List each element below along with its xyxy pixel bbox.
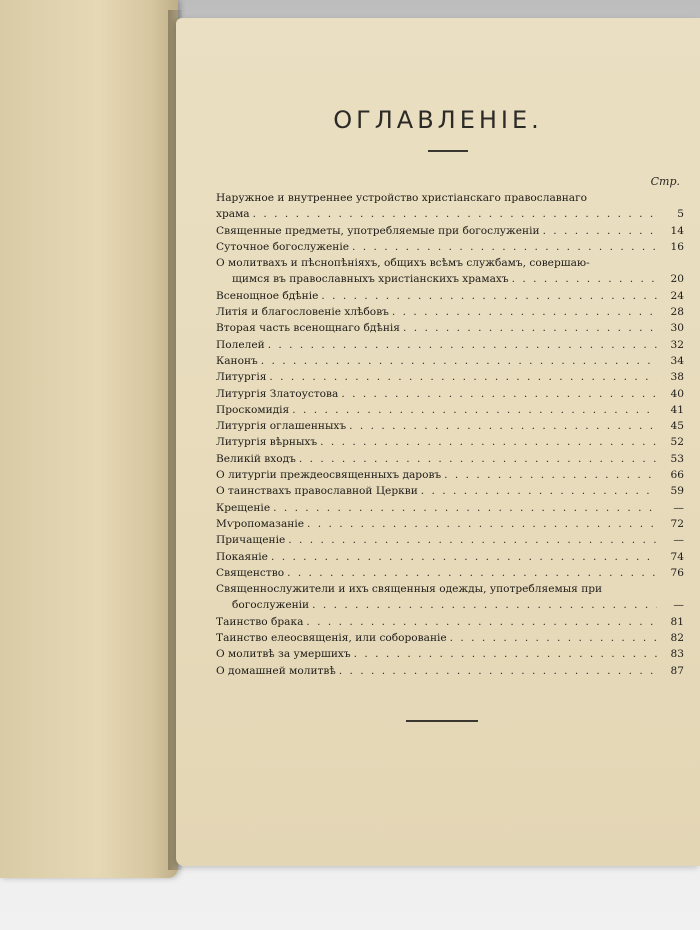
- toc-entry-row: [216, 614, 684, 630]
- table-of-contents: [216, 190, 684, 679]
- dot-leader: [269, 369, 657, 385]
- toc-entry-row: [216, 353, 684, 369]
- toc-entry-row: [216, 402, 684, 418]
- toc-entry-label: Великій входъ: [216, 452, 296, 465]
- toc-entry-row: [216, 500, 684, 516]
- toc-entry: [216, 630, 684, 646]
- dot-leader: [339, 663, 657, 679]
- dot-leader: [444, 467, 657, 483]
- toc-entry: [216, 304, 684, 320]
- toc-entry-row: [216, 663, 684, 679]
- toc-entry-row: [216, 597, 684, 613]
- toc-entry-label: О литургіи преждеосвященныхъ даровъ: [216, 469, 442, 482]
- dot-leader: [403, 320, 657, 336]
- toc-entry: [216, 500, 684, 516]
- toc-entry-row: [216, 467, 684, 483]
- toc-entry-page-number: 72: [670, 517, 684, 530]
- dot-leader: [392, 304, 657, 320]
- toc-entry-page-number: 38: [670, 371, 684, 384]
- dot-leader: [352, 239, 657, 255]
- toc-entry: [216, 288, 684, 304]
- toc-entry-page-number: 14: [670, 224, 684, 237]
- right-page: [176, 18, 700, 866]
- toc-entry-row: [216, 565, 684, 581]
- dot-leader: [512, 271, 657, 287]
- toc-entry-label: Литургія Златоустова: [216, 387, 339, 400]
- toc-entry-row: [216, 451, 684, 467]
- toc-entry: [216, 386, 684, 402]
- toc-entry-row: [216, 239, 684, 255]
- toc-entry-label: О молитвѣ за умершихъ: [216, 648, 351, 661]
- toc-entry-row: [216, 646, 684, 662]
- dot-leader: [421, 483, 657, 499]
- dot-leader: [307, 516, 657, 532]
- toc-entry-row: [216, 630, 684, 646]
- dot-leader: [273, 500, 657, 516]
- toc-entry-label: Полелей: [216, 338, 265, 351]
- toc-entry-row: [216, 532, 684, 548]
- toc-entry-label: Литія и благословеніе хлѣбовъ: [216, 306, 389, 319]
- toc-entry: [216, 663, 684, 679]
- toc-entry-label: Всенощное бдѣніе: [216, 289, 319, 302]
- toc-entry: [216, 434, 684, 450]
- toc-entry: [216, 402, 684, 418]
- toc-entry: [216, 337, 684, 353]
- toc-entry-label: О таинствахъ православной Церкви: [216, 485, 418, 498]
- toc-entry-row: [216, 516, 684, 532]
- toc-entry: [216, 581, 684, 614]
- toc-entry: [216, 320, 684, 336]
- left-page: [0, 0, 178, 878]
- closing-rule: [406, 720, 478, 722]
- dot-leader: [306, 614, 657, 630]
- toc-entry-row: [216, 483, 684, 499]
- dot-leader: [321, 288, 657, 304]
- toc-entry: [216, 483, 684, 499]
- dot-leader: [320, 434, 657, 450]
- dot-leader: [354, 646, 657, 662]
- toc-entry-page-number: 30: [670, 322, 684, 335]
- dot-leader: [271, 549, 657, 565]
- dot-leader: [292, 402, 657, 418]
- dot-leader: [450, 630, 657, 646]
- toc-entry-label: Таинство елеосвященія, или соборованіе: [216, 632, 447, 645]
- dot-leader: [341, 386, 657, 402]
- toc-entry-row: [216, 288, 684, 304]
- page-column-header: Стр.: [650, 175, 680, 188]
- toc-entry-page-number: —: [673, 534, 684, 547]
- toc-entry-row: [216, 386, 684, 402]
- toc-entry-label: Канонъ: [216, 354, 258, 367]
- toc-entry-page-number: 40: [670, 387, 684, 400]
- toc-entry-label: Литургія оглашенныхъ: [216, 420, 347, 433]
- toc-entry-page-number: 81: [670, 615, 684, 628]
- toc-entry-page-number: 83: [670, 648, 684, 661]
- dot-leader: [261, 353, 657, 369]
- toc-entry-label: Покаяніе: [216, 550, 268, 563]
- toc-entry-label: храма: [216, 208, 250, 221]
- toc-entry-first-line: Священнослужители и ихъ священныя одежды, употребляемыя при: [216, 583, 603, 596]
- toc-entry-page-number: 20: [670, 273, 684, 286]
- toc-entry: [216, 190, 684, 223]
- toc-entry-page-number: 24: [670, 289, 684, 302]
- toc-entry-label: Литургія вѣрныхъ: [216, 436, 318, 449]
- toc-entry-row: [216, 271, 684, 287]
- dot-leader: [299, 451, 657, 467]
- dot-leader: [287, 565, 657, 581]
- toc-entry: [216, 646, 684, 662]
- toc-entry: [216, 239, 684, 255]
- toc-entry: [216, 516, 684, 532]
- toc-entry: [216, 369, 684, 385]
- toc-entry-page-number: —: [673, 501, 684, 514]
- toc-entry-row: [216, 549, 684, 565]
- toc-entry-row: [216, 369, 684, 385]
- page-title: ОГЛАВЛЕНІЕ.: [333, 106, 543, 134]
- toc-entry-label: Таинство брака: [216, 615, 304, 628]
- toc-entry-label: Крещеніе: [216, 501, 271, 514]
- dot-leader: [543, 223, 657, 239]
- toc-entry-page-number: 53: [670, 452, 684, 465]
- toc-entry-label: Мѵропомазаніе: [216, 517, 304, 530]
- title-rule: [428, 150, 468, 152]
- toc-entry-page-number: 52: [670, 436, 684, 449]
- toc-entry-label: Проскомидія: [216, 403, 290, 416]
- toc-entry-page-number: 59: [670, 485, 684, 498]
- dot-leader: [253, 206, 657, 222]
- toc-entry-row: [216, 223, 684, 239]
- toc-entry: [216, 549, 684, 565]
- toc-entry-page-number: 28: [670, 306, 684, 319]
- toc-entry-label: Причащеніе: [216, 534, 286, 547]
- toc-entry-page-number: 34: [670, 354, 684, 367]
- toc-entry: [216, 565, 684, 581]
- toc-entry: [216, 418, 684, 434]
- toc-entry-page-number: 41: [670, 403, 684, 416]
- dot-leader: [349, 418, 657, 434]
- toc-entry-row: [216, 434, 684, 450]
- toc-entry-row: [216, 320, 684, 336]
- toc-entry-row: [216, 206, 684, 222]
- toc-entry-label: Священство: [216, 566, 285, 579]
- toc-entry-row: [216, 304, 684, 320]
- toc-entry-row: [216, 418, 684, 434]
- dot-leader: [288, 532, 657, 548]
- toc-entry-page-number: 66: [670, 469, 684, 482]
- toc-entry-label: О домашней молитвѣ: [216, 664, 336, 677]
- toc-entry-page-number: 16: [670, 240, 684, 253]
- toc-entry: [216, 467, 684, 483]
- toc-entry-first-line: Наружное и внутреннее устройство христіанскаго православнаго: [216, 192, 588, 204]
- toc-entry-page-number: 82: [670, 632, 684, 645]
- toc-entry-page-number: 5: [677, 208, 684, 221]
- toc-entry-page-number: 45: [670, 420, 684, 433]
- toc-entry-page-number: —: [673, 599, 684, 612]
- toc-entry-page-number: 32: [670, 338, 684, 351]
- toc-entry: [216, 353, 684, 369]
- toc-entry: [216, 614, 684, 630]
- dot-leader: [268, 337, 657, 353]
- toc-entry-first-line: О молитвахъ и пѣснопѣніяхъ, общихъ всѣмъ службамъ, совершаю-: [216, 257, 590, 270]
- toc-entry: [216, 223, 684, 239]
- toc-entry-label: Священные предметы, употребляемые при богослуженіи: [216, 224, 540, 237]
- toc-entry-label: Литургія: [216, 371, 267, 384]
- toc-entry-label: богослуженіи: [232, 599, 310, 612]
- toc-entry-page-number: 87: [670, 664, 684, 677]
- toc-entry-label: щимся въ православныхъ христіанскихъ храмахъ: [232, 273, 509, 286]
- toc-entry-page-number: 74: [670, 550, 684, 563]
- toc-entry-label: Вторая часть всенощнаго бдѣнія: [216, 322, 400, 335]
- dot-leader: [312, 597, 657, 613]
- toc-entry: [216, 451, 684, 467]
- toc-entry-page-number: 76: [670, 566, 684, 579]
- toc-entry: [216, 255, 684, 288]
- toc-entry-row: [216, 337, 684, 353]
- toc-entry-label: Суточное богослуженіе: [216, 240, 349, 253]
- toc-entry: [216, 532, 684, 548]
